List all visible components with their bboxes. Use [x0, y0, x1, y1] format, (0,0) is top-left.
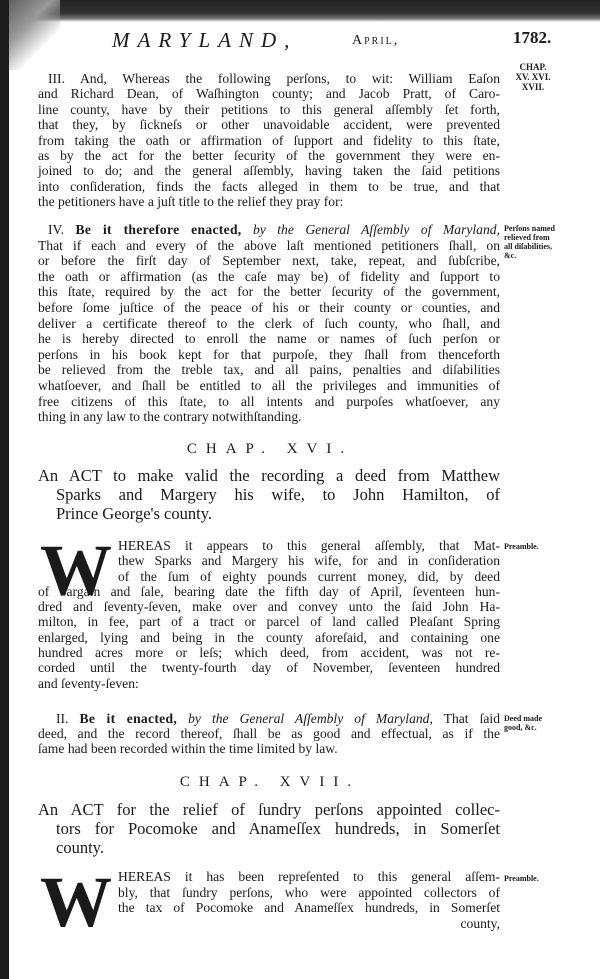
scan-edge-left — [0, 0, 9, 979]
section-iv — [38, 222, 500, 425]
margin-note-chapters — [508, 62, 558, 92]
text-line: from taking the oath or affirmation of ſupport and fidelity to this ſtate, — [38, 132, 500, 148]
margin-note-line: Deed made — [504, 714, 542, 723]
text-line: the petitioners have a juſt title to the relief they pray for: — [38, 194, 344, 210]
text-line: thing in any law to the contrary notwithſtanding. — [38, 409, 302, 425]
running-head-year: 1782. — [513, 28, 552, 47]
text-line: That if each and every of the above laſt mentioned petitioners ſhall, on — [38, 237, 500, 253]
text-line: An ACT for the relief of ſundry perſons appointed collec- — [38, 800, 500, 819]
text-line: or before the firſt day of September next, take, repeat, and ſubſcribe, — [38, 253, 500, 269]
text-line: tors for Pocomoke and Anameſſex hundreds, in Somerſet — [56, 819, 500, 838]
section-ii — [38, 711, 500, 756]
drop-cap: W — [40, 862, 112, 942]
text-line: HEREAS it has been repreſented to this general aſſem- — [118, 869, 500, 884]
text-line: the oath or affirmation (as the caſe may be) of fidelity and ſupport to — [38, 268, 500, 284]
margin-note-deed-made-good — [504, 714, 584, 732]
chapter-title-xvi — [38, 466, 500, 523]
scan-edge-top — [0, 0, 600, 22]
text-line: this ſtate, required by the act for the better ſecurity of the government, — [38, 284, 500, 300]
section-iii — [38, 71, 500, 210]
text-line: whatſoever, and ſhall be entitled to all the privileges and immunities of — [38, 377, 500, 393]
text-line: HEREAS it appears to this general aſſembly, that Mat- — [118, 538, 500, 553]
text-line: be relieved from the treble tax, and all pains, penalties and diſabilities — [38, 362, 500, 378]
text-line: thew Sparks and Margery his wife, for and in conſideration — [118, 553, 500, 569]
preamble-xvii — [38, 862, 500, 942]
text-line: ſame had been recorded within the time limited by law. — [38, 741, 338, 756]
text-line: perſons in his book kept for that purpoſe, they ſhall from thenceforth — [38, 346, 500, 362]
text-line: line county, have by their petitions to this general aſſembly ſet forth, — [38, 101, 500, 117]
enacting-clause: Be it enacted, — [79, 711, 178, 726]
text-line: the tax of Pocomoke and Anameſſex hundreds, in Somerſet — [118, 900, 500, 915]
running-head-title: MARYLAND, — [112, 28, 298, 52]
margin-note-line: relieved from — [504, 233, 550, 242]
margin-note-line: all diſabilities, — [504, 242, 553, 251]
text-line: enlarged, lying and being in the county aforeſaid, and containing one — [38, 629, 500, 645]
section-ii-first-line — [38, 711, 500, 726]
margin-note-line: Perſons named — [504, 224, 555, 233]
text-line: joined to do; and the general aſſembly, having taken the ſaid petitions — [38, 163, 500, 179]
margin-note-preamble: Preamble. — [504, 874, 539, 883]
text-line: he is hereby directed to enroll the name or names of ſuch perſon or — [38, 331, 500, 347]
text-line: III. And, Whereas the following perſons, to wit: William Eaſon — [48, 71, 500, 86]
margin-note-line: CHAP. — [519, 62, 547, 72]
text-line: An ACT to make valid the recording a deed from Matthew — [38, 466, 500, 485]
margin-note-preamble: Preamble. — [504, 542, 539, 551]
margin-note-persons-named — [504, 224, 584, 260]
text-line: deliver a certificate thereof to the clerk of ſuch county, who ſhall, and — [38, 315, 500, 331]
text-line: as by the act for the better ſecurity of the government they were en- — [38, 147, 500, 163]
text-line: dred and ſeventy-ſeven, make over and convey unto the ſaid John Ha- — [38, 599, 500, 615]
text-line: corded until the twenty-fourth day of November, ſeventeen hundred — [38, 660, 500, 676]
enacting-authority: by the General Aſſembly of Maryland, — [252, 222, 500, 237]
drop-cap: W — [40, 530, 112, 610]
text-line: Sparks and Margery his wife, to John Hamilton, of — [56, 485, 500, 504]
margin-note-line: XVII. — [521, 82, 545, 92]
scan-corner — [0, 0, 60, 70]
text-line: free citizens of this ſtate, to all intents and purpoſes whatſoever, any — [38, 393, 500, 409]
text-line: county, — [460, 915, 500, 931]
chapter-heading-xvi: CHAP. XVI. — [186, 441, 354, 457]
enacting-authority: by the General Aſſembly of Maryland, — [188, 711, 433, 726]
text-line: hundred acres more or leſs; which deed, from accident, was not re- — [38, 645, 500, 661]
text-line: county. — [56, 838, 104, 857]
section-number: II. — [56, 711, 69, 726]
text-line: and ſeventy-ſeven: — [38, 675, 139, 691]
text-line: Prince George's county. — [56, 504, 213, 523]
text-line: milton, in fee, part of a tract or parcel of land called Pleaſant Spring — [38, 614, 500, 630]
margin-note-line: XV. XVI. — [515, 72, 551, 82]
chapter-heading-xvii: CHAP. XVII. — [179, 774, 361, 790]
text-line: before ſome juſtice of the peace of his or their county or counties, and — [38, 299, 500, 315]
text-line: and Richard Dean, of Waſhington county; and Jacob Pratt, of Caro- — [38, 86, 500, 102]
text-line: that they, by ſickneſs or other unavoidable accident, were prevented — [38, 117, 500, 133]
margin-note-line: &c. — [504, 251, 517, 260]
section-iv-first-line — [38, 222, 500, 238]
chapter-title-xvii — [38, 800, 500, 857]
enacting-clause: Be it therefore enacted, — [75, 222, 242, 237]
text-line: into conſideration, finds the facts alleged in them to be true, and that — [38, 178, 500, 194]
text-fragment: That ſaid — [443, 711, 500, 726]
text-line: of the ſum of eighty pounds current money, did, by deed — [118, 568, 500, 584]
text-line: deed, and the record thereof, ſhall be as good and effectual, as if the — [38, 726, 500, 741]
running-head-month: April, — [352, 33, 400, 48]
margin-note-line: good, &c. — [504, 723, 537, 732]
text-line: bly, that ſundry perſons, who were appointed collectors of — [118, 884, 500, 900]
section-number: IV. — [48, 222, 64, 237]
text-line: of bargain and ſale, bearing date the fifth day of April, ſeventeen hun- — [38, 583, 500, 599]
preamble-xvi — [38, 530, 500, 691]
